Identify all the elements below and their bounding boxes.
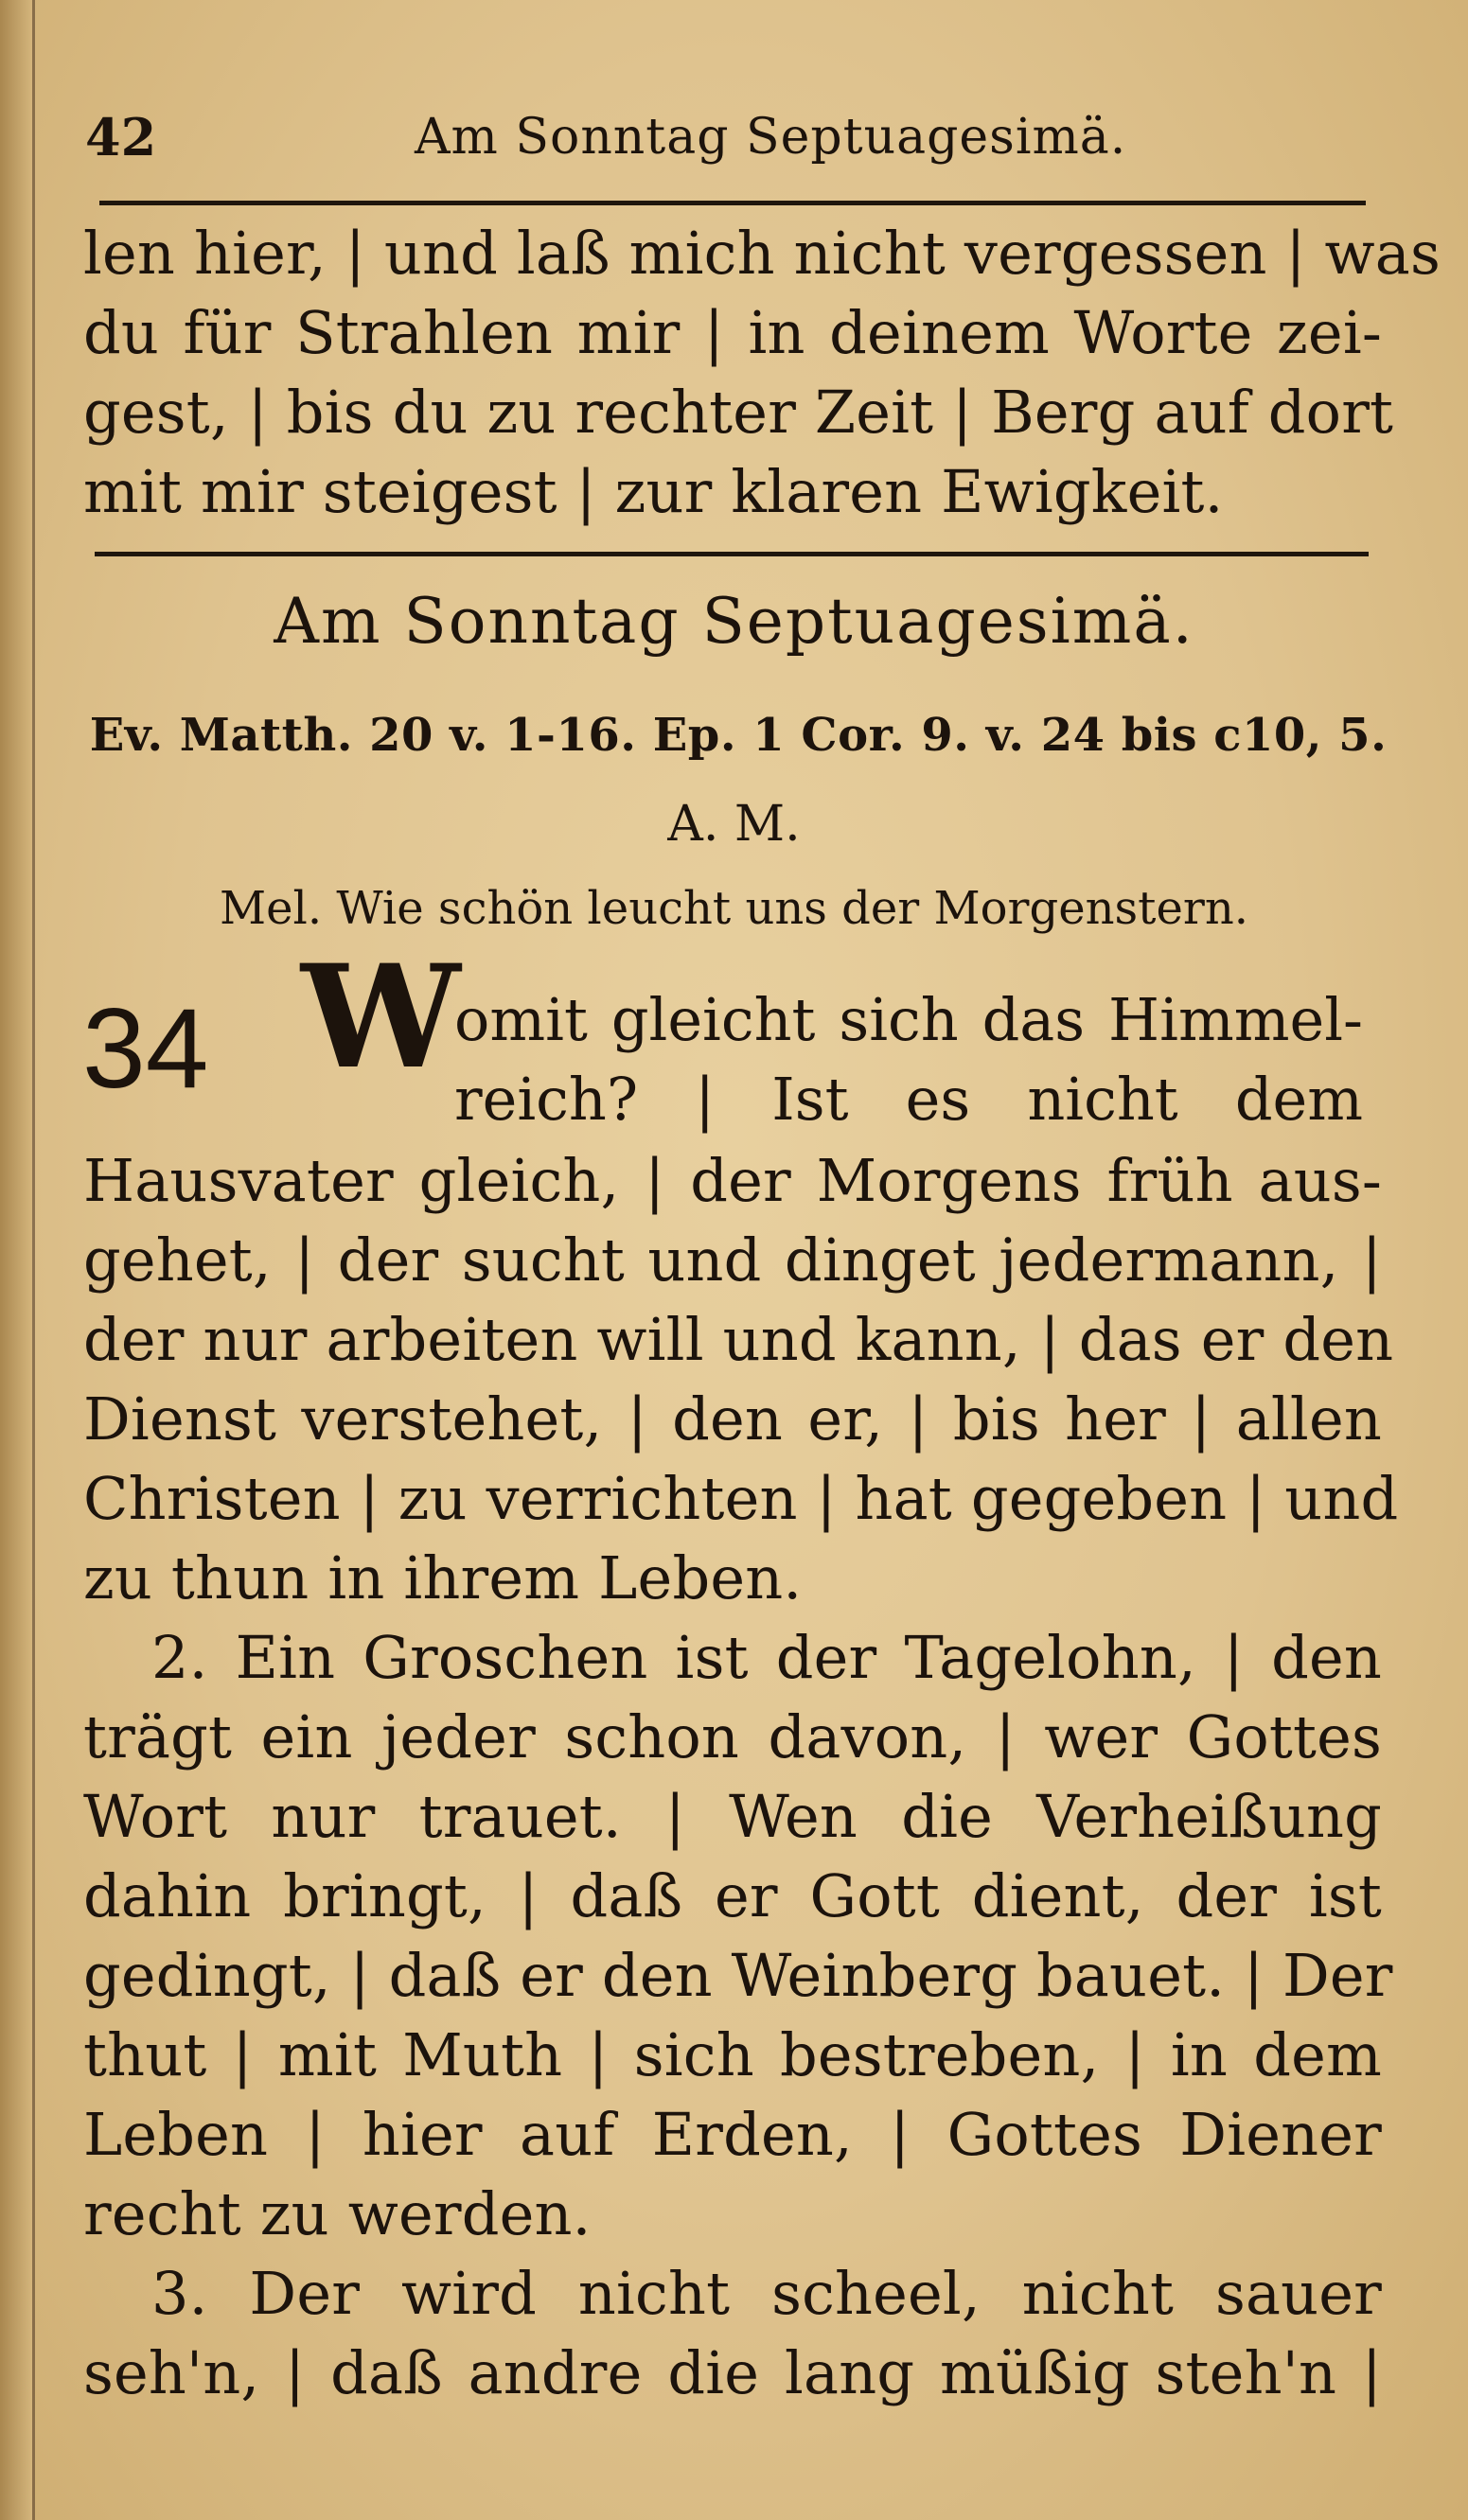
opening-line: len hier, | und laß mich nicht vergessen | was [83,219,1441,288]
header-rule [99,201,1366,205]
scripture-references: Ev. Matth. 20 v. 1-16. Ep. 1 Cor. 9. v. 24 bis c10, 5. [89,709,1388,762]
opening-line: gest, | bis du zu rechter Zeit | Berg auf dort [83,378,1394,447]
hymn-line: recht zu werden. [83,2179,592,2248]
hymn-line: 2. Ein Groschen ist der Tagelohn, | den [151,1623,1382,1692]
hymn-number: 34 [82,985,209,1112]
hymn-line: 3. Der wird nicht scheel, nicht sauer [151,2259,1382,2328]
page-left-edge [0,0,32,2520]
melody-line: Mel. Wie schön leucht uns der Morgenstern. [220,882,1248,935]
opening-line: du für Strahlen mir | in deinem Worte zei- [83,298,1382,367]
hymn-first-line: omit gleicht sich das Himmel- [454,985,1363,1054]
hymn-line: der nur arbeiten will und kann, | das er den [83,1305,1394,1374]
hymn-line: thut | mit Muth | sich bestreben, | in dem [83,2020,1382,2089]
hymn-line: Leben | hier auf Erden, | Gottes Diener [83,2100,1382,2169]
page-header [85,104,1363,180]
hymn-line: dahin bringt, | daß er Gott dient, der ist [83,1861,1382,1930]
section-title: Am Sonntag Septuagesimä. [274,585,1194,658]
page-number: 42 [85,107,157,167]
hymn-line: gedingt, | daß er den Weinberg bauet. | Der [83,1941,1393,2010]
page-binding-line [32,0,35,2520]
hymn-line: zu thun in ihrem Leben. [83,1543,803,1612]
opening-line: mit mir steigest | zur klaren Ewigkeit. [83,457,1224,526]
author-abbreviation: A. M. [667,796,801,853]
hymn-line: Wort nur trauet. | Wen die Verheißung [83,1782,1382,1851]
hymn-line: seh'n, | daß andre die lang müßig steh'n | [83,2338,1382,2407]
running-title: Am Sonntag Septuagesimä. [415,109,1127,166]
hymn-line: trägt ein jeder schon davon, | wer Gottes [83,1702,1382,1771]
hymn-line: Hausvater gleich, | der Morgens früh aus- [83,1146,1382,1215]
hymn-line: Christen | zu verrichten | hat gegeben | und [83,1464,1399,1533]
hymn-line: Dienst verstehet, | den er, | bis her | allen [83,1384,1382,1454]
hymn-line: gehet, | der sucht und dinget jedermann, | [83,1225,1382,1295]
drop-cap-initial: W [301,934,461,1101]
section-rule [95,552,1369,556]
hymn-second-line: reich? | Ist es nicht dem [454,1065,1363,1134]
